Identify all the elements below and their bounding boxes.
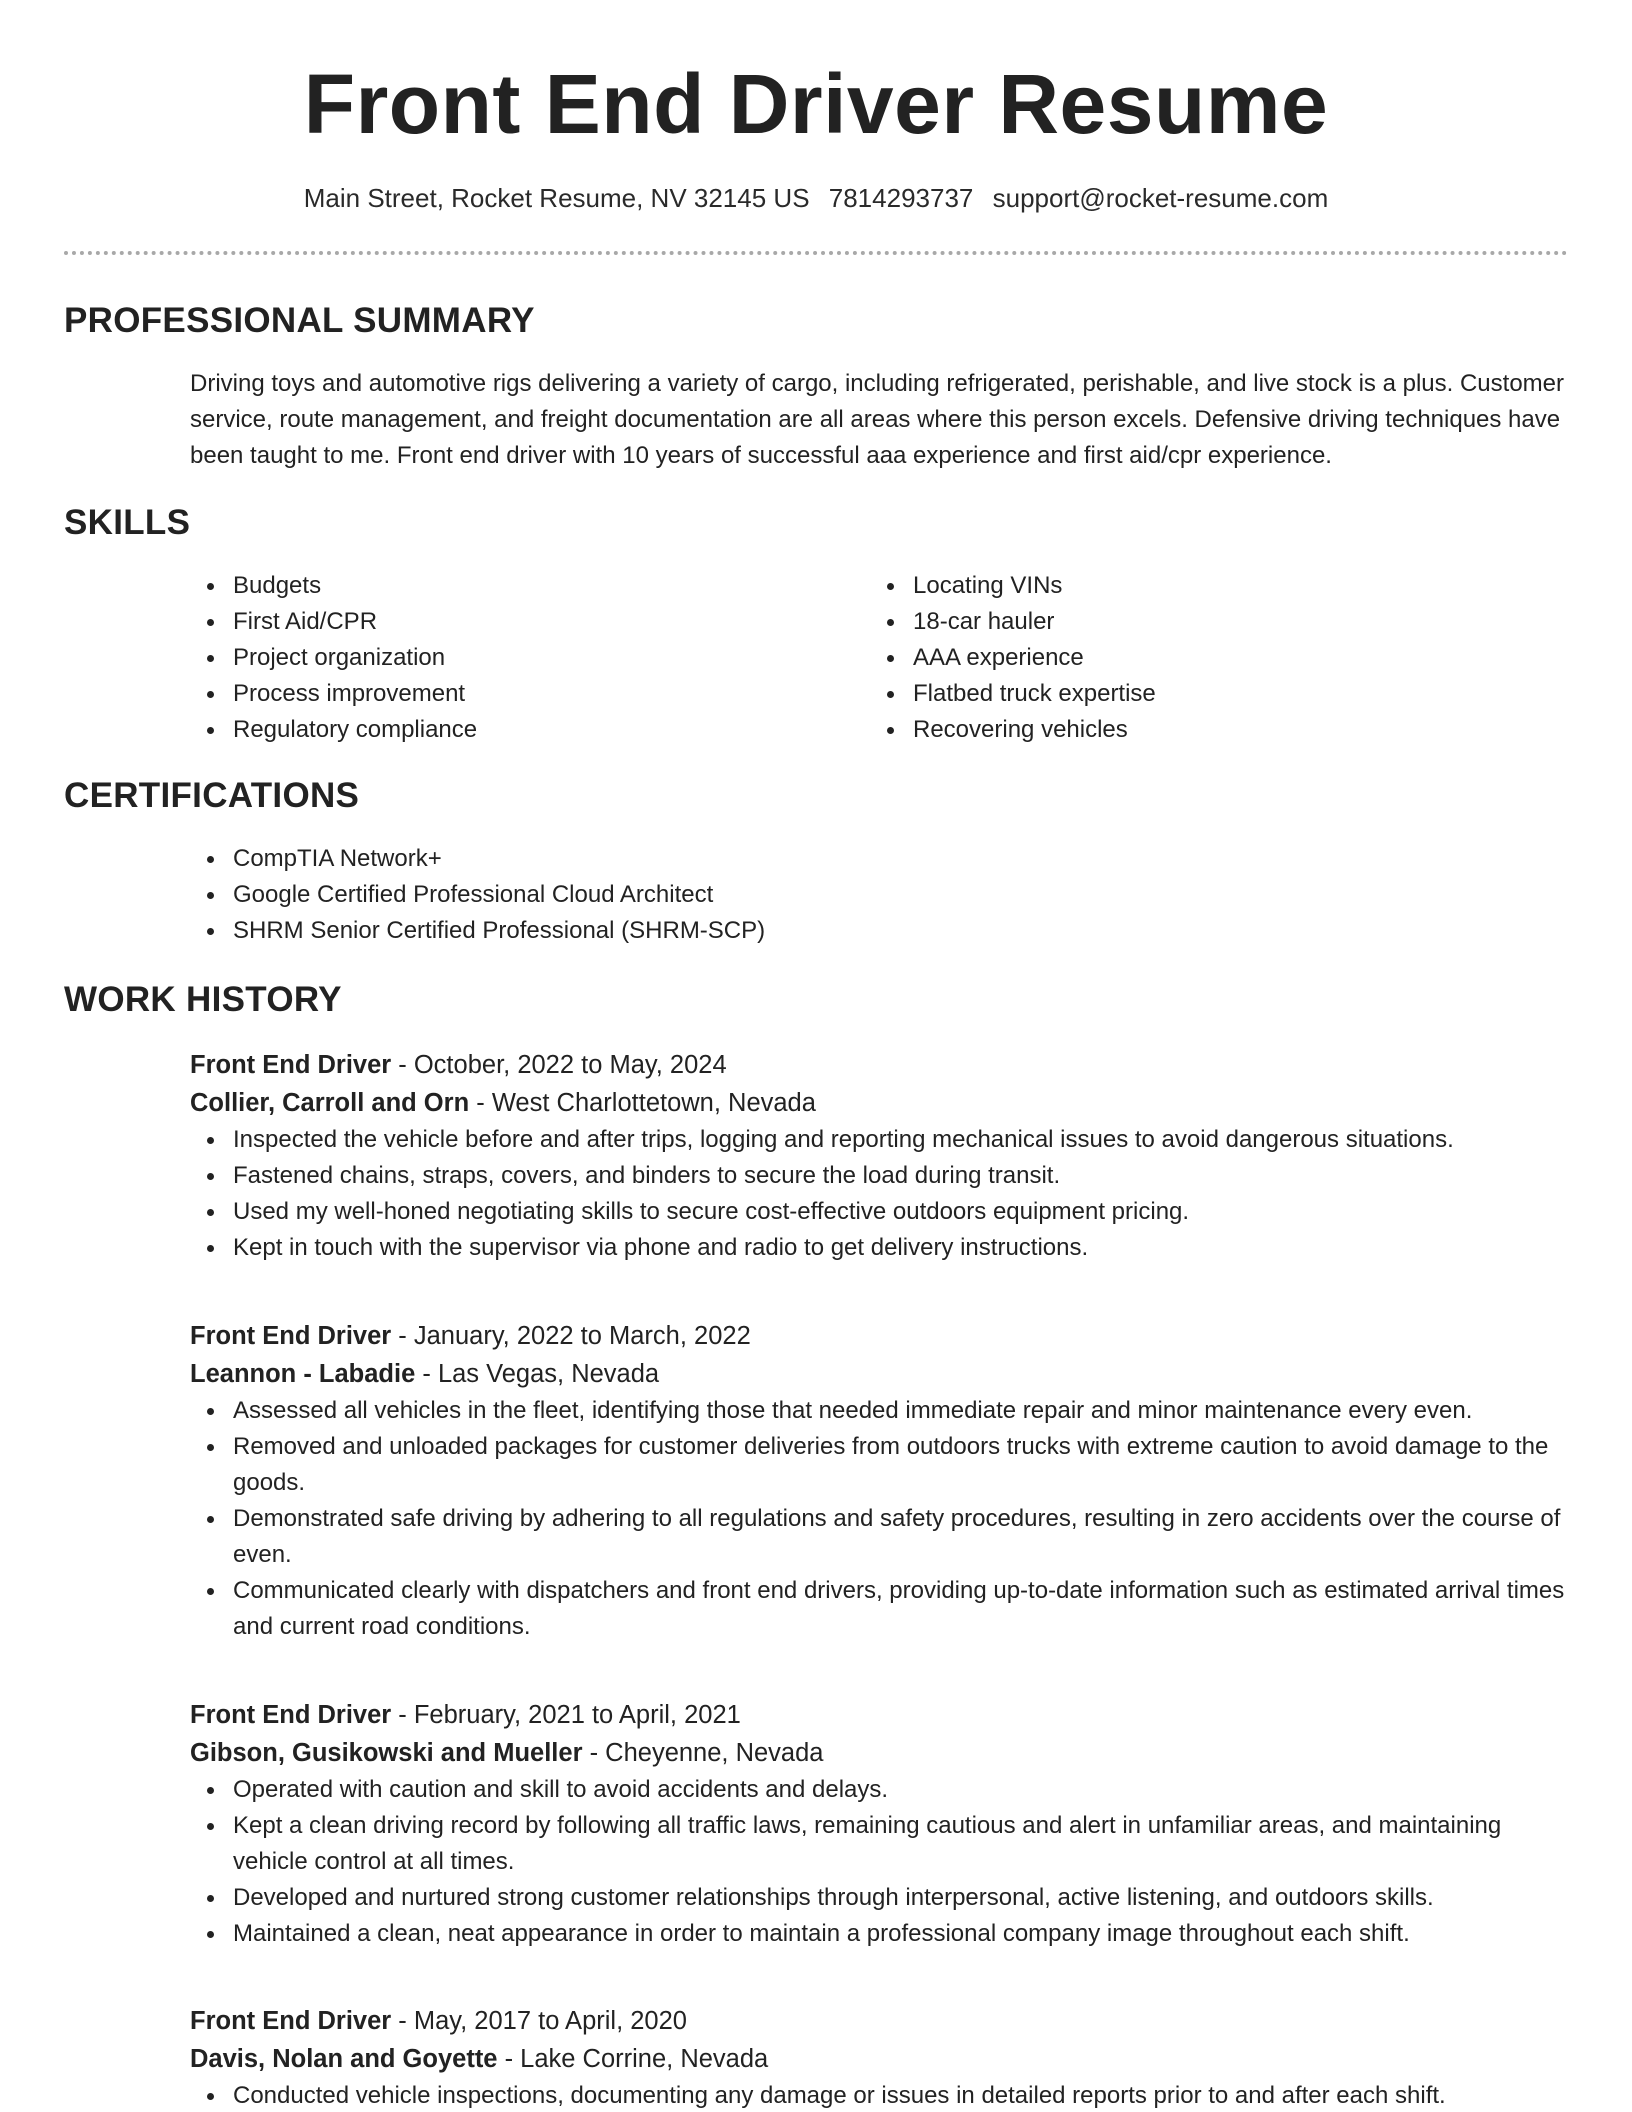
job-bullets <box>190 2078 1580 2112</box>
job-dates: - January, 2022 to March, 2022 <box>391 1322 751 1350</box>
job-bullet: Removed and unloaded packages for customer deliveries from outdoors trucks with extreme caution to avoid damage to the goods. <box>190 1429 1580 1501</box>
skill-item: Regulatory compliance <box>190 712 810 748</box>
job-title-line <box>190 1046 1580 1084</box>
job-bullet: Kept in touch with the supervisor via phone and radio to get delivery instructions. <box>190 1230 1580 1266</box>
job-dates: - October, 2022 to May, 2024 <box>391 1051 727 1079</box>
job-title-line <box>190 1317 1580 1355</box>
skills-list-right <box>870 568 1490 748</box>
certification-item: CompTIA Network+ <box>190 841 1390 877</box>
job-bullet: Conducted vehicle inspections, documenting any damage or issues in detailed reports prior to and after each shift. <box>190 2078 1580 2112</box>
skill-item: Budgets <box>190 568 810 604</box>
contact-email: support@rocket-resume.com <box>992 183 1329 213</box>
job-dates: - May, 2017 to April, 2020 <box>391 2007 687 2035</box>
resume-title: Front End Driver Resume <box>303 57 1329 151</box>
job-role: Front End Driver <box>190 1051 392 1079</box>
skills-heading: SKILLS <box>64 503 191 542</box>
job-location: - Las Vegas, Nevada <box>415 1360 660 1388</box>
job-bullets <box>190 1122 1580 1266</box>
skill-item: 18-car hauler <box>870 604 1490 640</box>
job-company: Leannon - Labadie <box>190 1360 416 1388</box>
skill-item: AAA experience <box>870 640 1490 676</box>
job-company-line <box>190 1084 1580 1122</box>
job-company-line <box>190 1355 1580 1393</box>
job-location: - Cheyenne, Nevada <box>582 1739 824 1767</box>
skill-item: Locating VINs <box>870 568 1490 604</box>
job-entry <box>190 2002 1580 2112</box>
contact-address: Main Street, Rocket Resume, NV 32145 US <box>303 183 810 213</box>
certification-item: SHRM Senior Certified Professional (SHRM-SCP) <box>190 913 1390 949</box>
job-company: Collier, Carroll and Orn <box>190 1089 470 1117</box>
job-dates: - February, 2021 to April, 2021 <box>391 1701 741 1729</box>
certifications-list <box>190 841 1390 949</box>
skill-item: First Aid/CPR <box>190 604 810 640</box>
summary-heading: PROFESSIONAL SUMMARY <box>64 301 535 340</box>
job-location: - Lake Corrine, Nevada <box>497 2045 769 2073</box>
contact-line <box>0 180 1632 216</box>
job-role: Front End Driver <box>190 1701 392 1729</box>
job-location: - West Charlottetown, Nevada <box>469 1089 816 1117</box>
job-bullet: Developed and nurtured strong customer relationships through interpersonal, active listening, and outdoors skills. <box>190 1880 1580 1916</box>
job-title-line <box>190 2002 1580 2040</box>
certification-item: Google Certified Professional Cloud Architect <box>190 877 1390 913</box>
job-role: Front End Driver <box>190 2007 392 2035</box>
job-company: Gibson, Gusikowski and Mueller <box>190 1739 583 1767</box>
job-title-line <box>190 1696 1580 1734</box>
skill-item: Project organization <box>190 640 810 676</box>
job-company-line <box>190 2040 1580 2078</box>
job-entry <box>190 1317 1580 1645</box>
skill-item: Recovering vehicles <box>870 712 1490 748</box>
job-company-line <box>190 1734 1580 1772</box>
skills-list-left <box>190 568 810 748</box>
job-company: Davis, Nolan and Goyette <box>190 2045 498 2073</box>
skill-item: Process improvement <box>190 676 810 712</box>
skill-item: Flatbed truck expertise <box>870 676 1490 712</box>
job-entry <box>190 1046 1580 1266</box>
header-divider <box>64 251 1568 255</box>
job-bullet: Demonstrated safe driving by adhering to all regulations and safety procedures, resulting in zero accidents over the course of even. <box>190 1501 1580 1573</box>
job-bullet: Assessed all vehicles in the fleet, identifying those that needed immediate repair and minor maintenance every even. <box>190 1393 1580 1429</box>
job-bullets <box>190 1772 1580 1952</box>
job-bullet: Kept a clean driving record by following all traffic laws, remaining cautious and alert in unfamiliar areas, and maintaining vehicle control at all times. <box>190 1808 1580 1880</box>
certifications-heading: CERTIFICATIONS <box>64 776 360 815</box>
job-bullets <box>190 1393 1580 1645</box>
job-bullet: Maintained a clean, neat appearance in order to maintain a professional company image throughout each shift. <box>190 1916 1580 1952</box>
summary-text: Driving toys and automotive rigs delivering a variety of cargo, including refrigerated, perishable, and live stock is a plus. Customer service, route management, and freight documentation are all areas where this person excels. Defensive driving techniques have been taught to me. Front end driver with 10 years of successful aaa experience and first aid/cpr experience. <box>190 370 1564 469</box>
contact-phone: 7814293737 <box>828 183 974 213</box>
job-bullet: Communicated clearly with dispatchers and front end drivers, providing up-to-date information such as estimated arrival times and current road conditions. <box>190 1573 1580 1645</box>
job-bullet: Inspected the vehicle before and after trips, logging and reporting mechanical issues to avoid dangerous situations. <box>190 1122 1580 1158</box>
job-role: Front End Driver <box>190 1322 392 1350</box>
job-bullet: Fastened chains, straps, covers, and binders to secure the load during transit. <box>190 1158 1580 1194</box>
job-bullet: Operated with caution and skill to avoid accidents and delays. <box>190 1772 1580 1808</box>
job-bullet: Used my well-honed negotiating skills to secure cost-effective outdoors equipment pricing. <box>190 1194 1580 1230</box>
job-entry <box>190 1696 1580 1952</box>
work-history-heading: WORK HISTORY <box>64 980 342 1019</box>
